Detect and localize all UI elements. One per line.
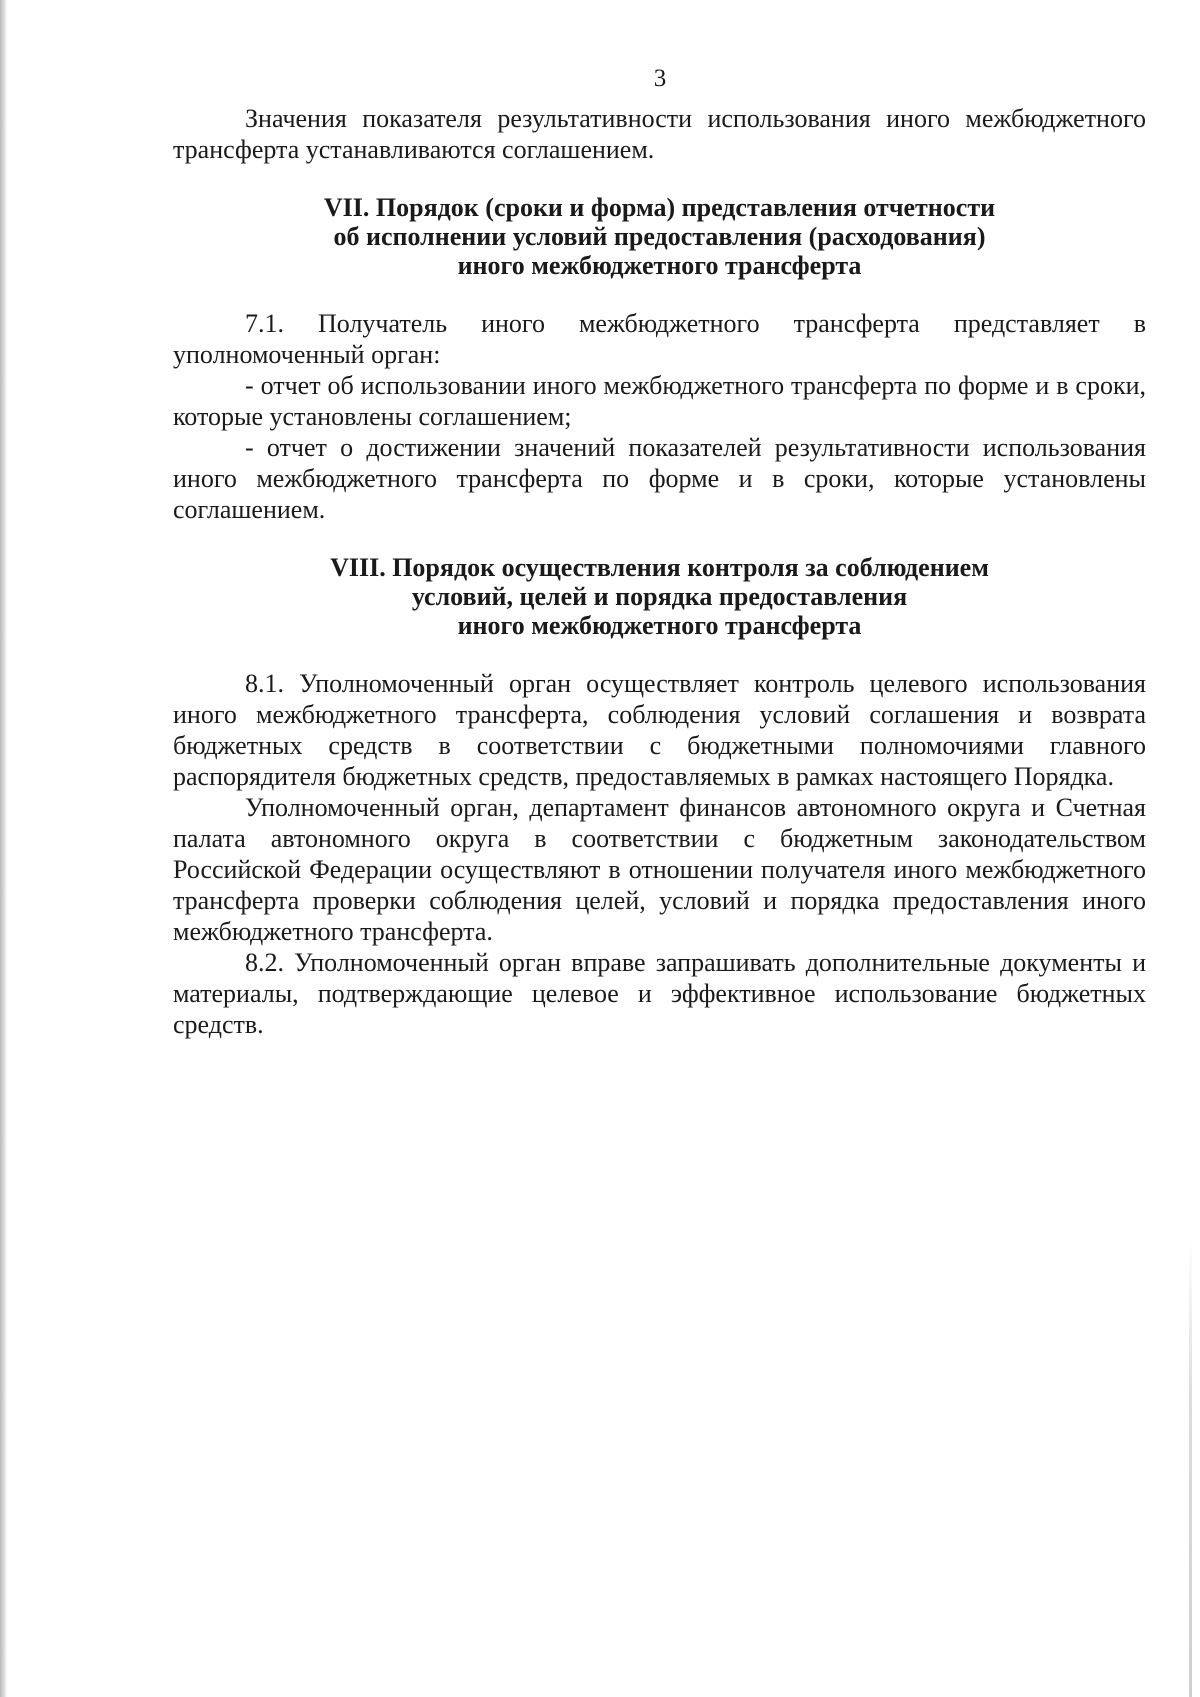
paragraph-7-1-item-1: - отчет об использовании иного межбюджетного трансферта по форме и в сроки, которые установлены соглашением; [173,371,1146,431]
intro-paragraph: Значения показателя результативности использования иного межбюджетного трансферта устанавливаются соглашением. [173,104,1146,164]
heading-line: иного межбюджетного трансферта [457,611,862,640]
scan-edge-shadow-right [1189,1240,1192,1697]
heading-line: VII. Порядок (сроки и форма) представления отчетности [323,193,996,222]
section-8-heading [173,553,1146,640]
section-7-heading [173,193,1146,280]
paragraph-8-2: 8.2. Уполномоченный орган вправе запрашивать дополнительные документы и материалы, подтверждающие целевое и эффективное использование бюджетных средств. [173,948,1146,1039]
paragraph-7-1: 7.1. Получатель иного межбюджетного трансферта представляет в уполномоченный орган: [173,309,1146,369]
document-body [173,103,1146,1040]
paragraph-8-1: 8.1. Уполномоченный орган осуществляет контроль целевого использования иного межбюджетного трансферта, соблюдения условий соглашения и возврата бюджетных средств в соответствии с бюджетными полномочиями главного распорядителя бюджетных средств, предоставляемых в рамках настоящего Порядка. [173,669,1146,791]
scan-edge-shadow [0,0,7,1697]
page-number: 3 [653,65,667,92]
heading-line: об исполнении условий предоставления (расходования) [333,222,986,251]
heading-line: условий, целей и порядка предоставления [411,582,908,611]
heading-line: VIII. Порядок осуществления контроля за соблюдением [330,553,989,582]
paragraph-7-1-item-2: - отчет о достижении значений показателей результативности использования иного межбюджетного трансферта по форме и в сроки, которые установлены соглашением. [173,433,1146,524]
paragraph-8-1-continued: Уполномоченный орган, департамент финансов автономного округа и Счетная палата автономного округа в соответствии с бюджетным законодательством Российской Федерации осуществляют в отношении получателя иного межбюджетного трансферта проверки соблюдения целей, условий и порядка предоставления иного межбюджетного трансферта. [173,793,1146,946]
heading-line: иного межбюджетного трансферта [457,251,862,280]
